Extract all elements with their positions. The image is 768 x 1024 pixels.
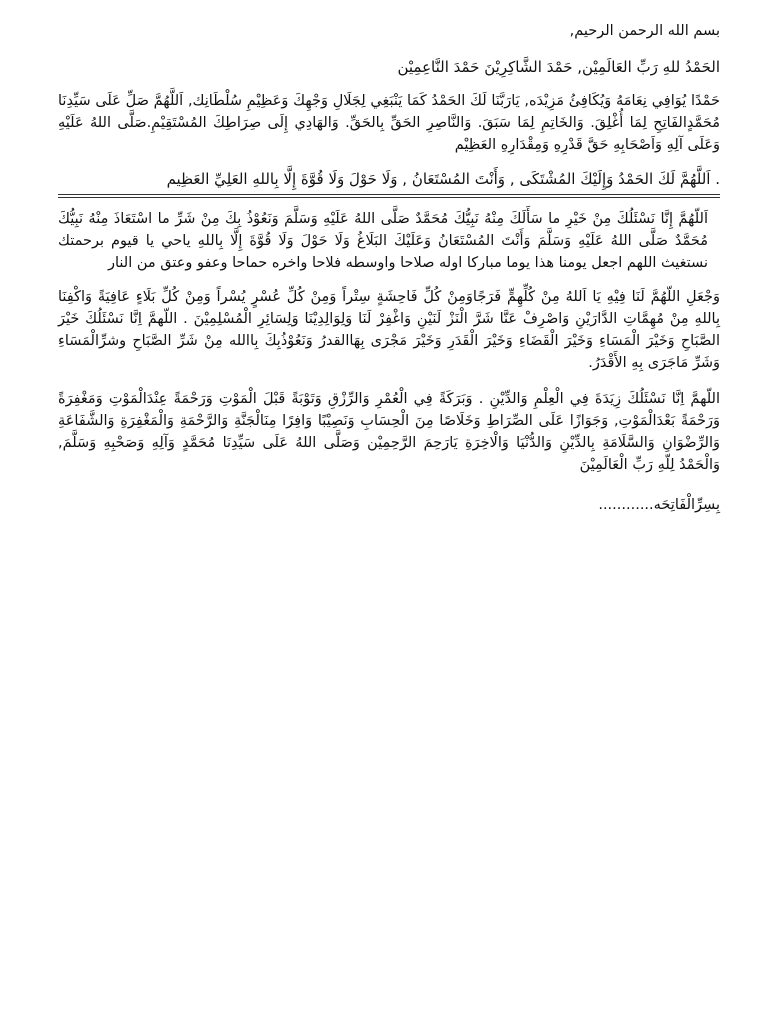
praise-paragraph: حَمْدًا يُوَافِي نِعَامَهُ وَيُكَافِئُ مَزِيْدَه, يَارَبَّنَا لَكَ الحَمْدُ كَمَا يَنْبَغِي لِجَلَالِ وَجْهِكَ وَعَظِيْمِ سُلْطَانِك, اَللَّهُمَّ صَلِّ عَلَى سَيِّدِنَا مُحَمَّدٍالفَاتِحِ لِمَا أُغْلِقَ. وَالخَاتِمِ لِمَا سَبَقَ. وَالنَّاصِرِ الحَقِّ بِالحَقِّ. وَالهَادِي إِلَى صِرَاطِكَ المُسْتَقِيْمِ.صَلَّى اللهُ عَلَيْهِ وَعَلَى آلِهِ وَاَصْحَابِهِ حَقَّ قَدْرِهِ وَمِقْدَارِهِ العَظِيْم: [58, 93, 720, 153]
prayer-paragraph-3: اللّهمَّ اِنَّا نَسْئَلُكَ زِيَدَةَ فِي الْعِلْمِ وَالدِّيْنِ . وَبَرَكَةً فِي الْعُمْرِ وَالرِّزْقِ وَتَوْبَةً قَبْلَ الْمَوْتِ وَرَحْمَةً عِنْدَالْمَوْتِ وَمَغْفِرَةً وَرَحْمَةً بَعْدَالْمَوْتِ, وَجَوَازًا عَلَى الصِّرَاطِ وَخَلَاصًا مِنَ الْحِسَابِ وَنَصِيْبًا وَافِرًا مِنَالْجَنَّةِ وَالرَّحْمَةِ وَالْمَغْفِرَةِ وَالشَّفَاعَةِ وَالرِّضْوَانِ وَالسَّلَامَةِ بِالدِّيْنِ وَالدُّنْيَا وَالْاخِرَةِ يَارَحِمَ الرَّحِمِيْن وَصَلَّى اللهُ عَلَى سَيِّدِنَا مُحَمَّدٍ وَآلِهِ وَصَحْبِهِ وَسَلَّمَ, وَالْحَمْدُ لِلّهِ رَبِّ الْعَالَمِيْنَ: [58, 391, 720, 473]
basmala-line: بسم الله الرحمن الرحيم,: [569, 23, 720, 39]
closing-line: . اَللَّهُمَّ لَكَ الحَمْدُ وَإِلَيْكَ المُشْتَكَى , وَأَنْتَ المُسْتَعَانُ , وَلَا حَوْلَ وَلَا قُوَّةَ إِلَّا بِاللهِ العَلِيِّ العَظِيم: [166, 170, 720, 188]
document-page: [58, 20, 720, 516]
fatiha-line: بِسِرِّالْفَاتِحَه............: [598, 497, 720, 513]
hamd-line: الحَمْدُ للهِ رَبِّ العَالَمِيْن, حَمْدَ الشَّاكِرِيْنَ حَمْدَ النَّاعِمِيْن: [397, 58, 720, 76]
prayer-paragraph-1: اَللّهُمَّ إِنَّا نَسْئَلُكَ مِنْ خَيْرِ ما سَأَلَكَ مِنْهُ نَبِيُّكَ مُحَمَّدٌ صَلَّى اللهُ عَلَيْهِ وَسَلَّمَ وَنَعُوْذُ بِكَ مِنْ شَرِّ ما اسْتَعَاذَ مِنْهُ نَبِيُّكَ مُحَمَّدٌ صَلَّى اللهُ عَلَيْهِ وَسَلَّمَ وَأَنْتَ المُسْتَعَانُ وَعَلَيْكَ البَلَاغُ وَلَا حَوْلَ وَلَا قُوَّةَ إِلَّا بِاللهِ ياحي يا قيوم برحمتك نستغيث اللهم اجعل يومنا هذا يوما مباركا اوله صلاحا واوسطه فلاحا واخره حماحا وعفو وعتق من النار: [58, 211, 708, 271]
double-divider: [58, 194, 720, 198]
prayer-paragraph-2: وَجْعَلِ اللّهُمَّ لَنَا فِيْهِ يَا اَللهُ مِنْ كُلِّهِمٍّ فَرَجًاوَمِنْ كُلِّ فَاحِشَةٍ سِتْراً وَمِنْ كُلِّ عُسْرٍ يُسْراً وَمِنْ كُلِّ بَلَاءٍ عَافِيَةً وَاكْفِنَا بِاللهِ مِنْ مُهِمَّاتِ الدَّارَيْنِ وَاصْرِفْ عَنَّا شَرَّ الْنَزْ لَنَيْنِ وَاغْفِرْ لَنَا وَلِوَالِدِيْنَا وَلِسَائِرِ الْمُسْلِمِيْنَ . اللّهمَّ اِنَّا نَسْئَلُكَ خَيْرَ الصَّبَاحِ وَخَيْرَ الْمَسَاءِ وَخَيْرَ الْقَضَاءِ وَخَيْرَ الْقَدَرِ وَخَيْرَ مَجْرَى بِهَاالقدرُ وَنَعُوْذُبِكَ بِاالله مِنْ شَرِّ الصَّبَاحِ وشرِّالْمَسَاءِ وَشَرِّ مَاجَرَى بِهِ الأَقْدَرُ.: [58, 289, 720, 371]
